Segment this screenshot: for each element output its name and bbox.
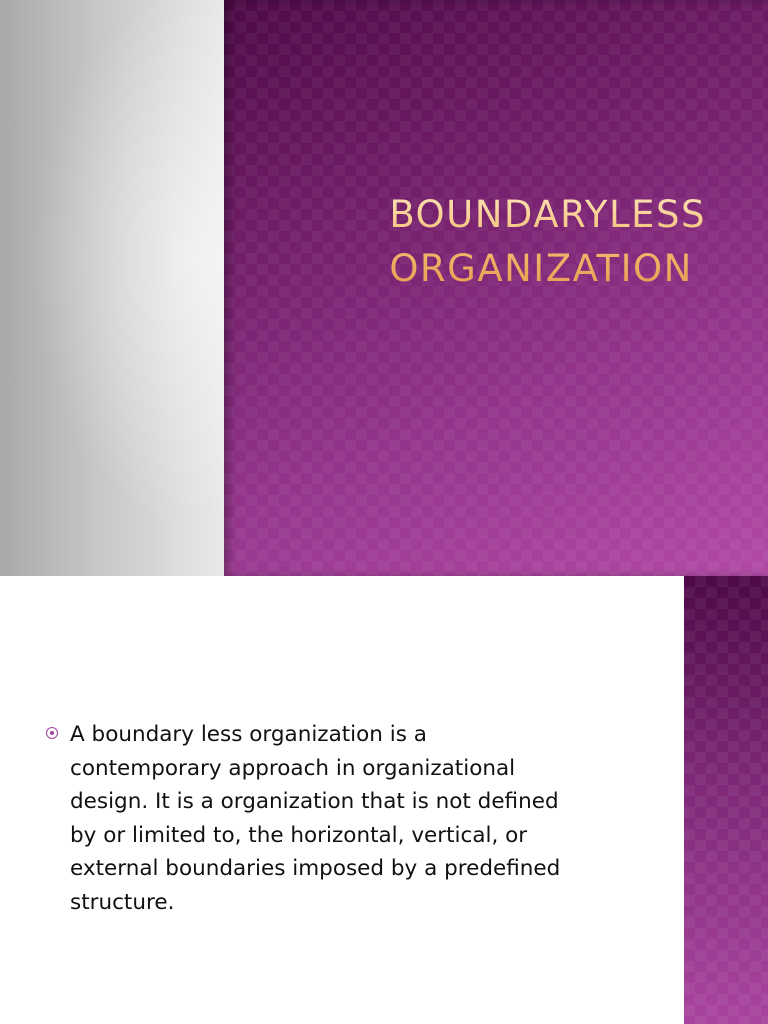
bullet-item [46,718,646,919]
slide-body [46,718,646,919]
bullet-line-6: structure. [70,889,175,915]
bullet-line-4: by or limited to, the horizontal, vertical, or [70,822,528,848]
circled-dot-bullet-icon [46,727,58,739]
slide-title-heading [389,188,706,296]
bullet-line-5: external boundaries imposed by a predefined [70,856,561,881]
bullet-line-3: design. It is a organization that is not defined [70,789,559,814]
bullet-text [70,718,646,919]
title-line-2: ORGANIZATION [389,247,693,290]
grey-gradient-panel [0,0,224,576]
purple-pattern-panel [224,0,768,576]
bullet-line-1: A boundary less organization is a [70,722,427,747]
slide-content [0,576,768,1024]
purple-side-strip [684,576,768,1024]
title-line-1: BOUNDARYLESS [389,193,706,236]
bullet-line-2: contemporary approach in organizational [70,755,516,781]
